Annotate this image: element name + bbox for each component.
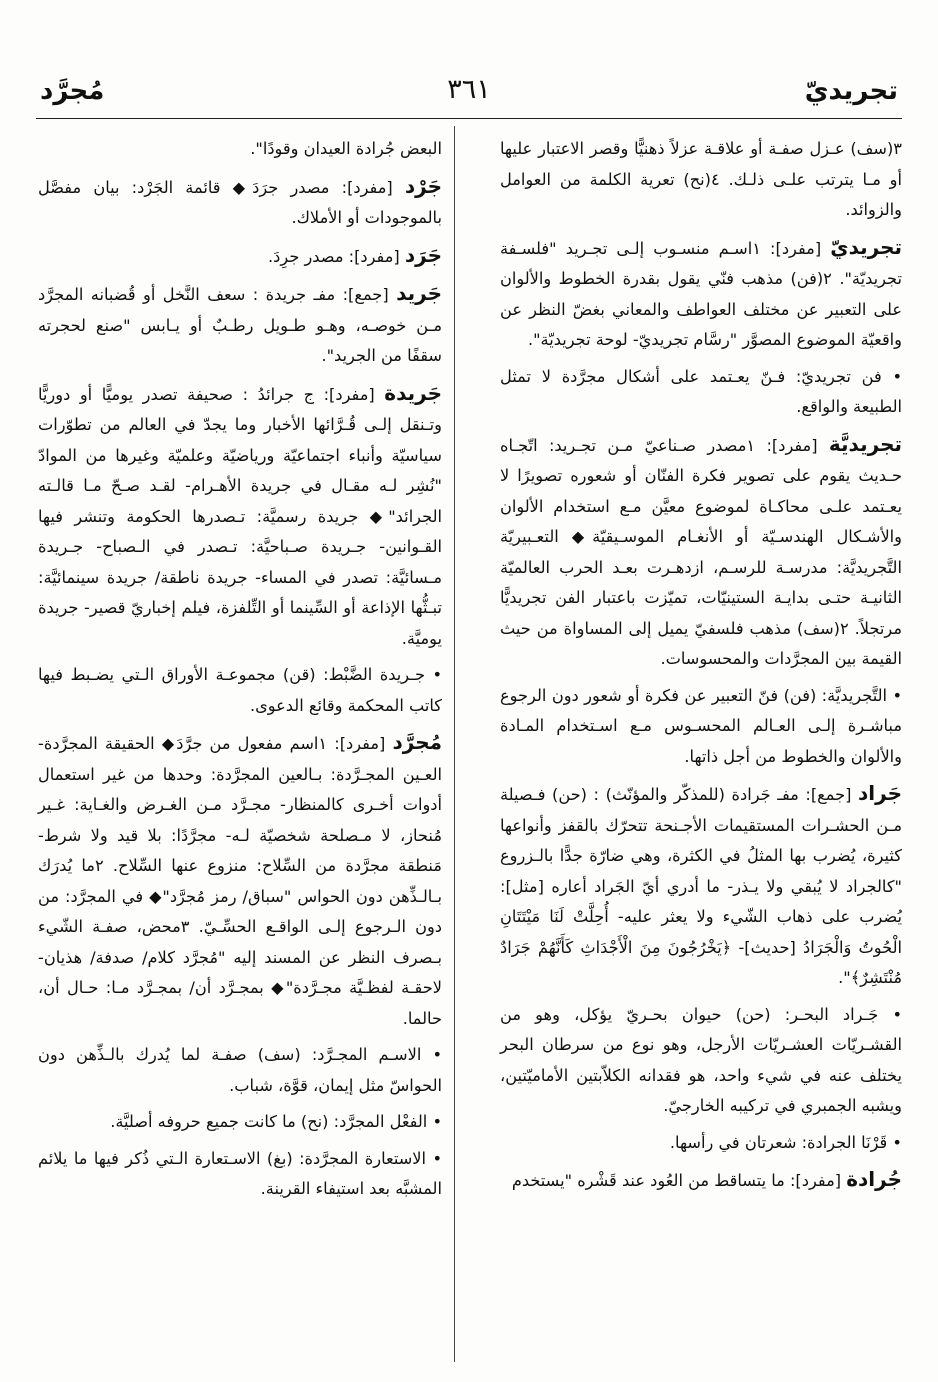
page-header (36, 72, 902, 119)
dictionary-entry (38, 171, 442, 234)
entry-paragraph (500, 681, 902, 773)
page-number: ٣٦١ (447, 74, 491, 105)
entry-headword: جَريد (396, 281, 442, 305)
entry-headword: تجريديّ (830, 234, 902, 259)
entry-text: ٣(سف) عـزل صفـة أو علاقـة عزلاً ذهنيًّا وقصر الاعتبار عليها أو مـا يترتب علـى ذلـك. ٤(نح) تعرية الكلمة من العوامل والزوائد. (500, 139, 902, 219)
entry-text: [مفرد]: ١اسم مفعول من جرَّدَ◆ الحقيقة المجرَّدة- العـين المجـرَّدة: بـالعين المجرَّدة: وحدها من غير استعمال أدوات أخـرى كالمنظار- مجـرَّد مـن الغـرض والغـاية: غـير مُنحاز، لا مـصلحة شخصيّة لـه- مجرَّدًا: بلا قيد ولا شرط- مَنطقة مجرَّدة من السِّلاح: منزوع عنها السِّلاح. ٢ما يُدرَك بـالـذِّهن دون الحواس "سباق/ رمز مُجرَّد"◆ في المجرَّد: من دون الـرجوع إلـى الواقـع الحسِّـيّ. ٣محض، صفـة الشّيء بـصرف النظر عن المسند إليه "مُجرَّد كلام/ صدفة/ هذيان- لاحقـة لفظـيَّة مجـرَّدة"◆ بمجـرَّد أن/ بمجـرَّد مـا: حـال أن، حالما. (38, 734, 442, 1028)
entry-text: • جَـراد البحـر: (حن) حيوان بحـريّ يؤكل، وهو من القشـريّات العشـريّات الأرجل، وهو نوع من سرطان البحر يختلف عنه في شيء واحد، هو فقدانه الكلاّبتين الأماميّتين، ويشبه الجمبري في تركيبه الخارجيّ. (500, 1004, 902, 1115)
entry-paragraph (38, 134, 442, 165)
entry-text: • قَرْنَا الجرادة: شعرتان في رأسها. (669, 1132, 902, 1152)
entry-text: [مفرد]: ما يتساقط من العُود عند قَشْره "يستخدم (511, 1171, 847, 1190)
entry-text: [مفرد]: ١اسـم منسـوب إلـى تجـريد "فلسـفة تجريديّة". ٢(فن) مذهب فنّي يقول بقدرة الخطوط والألوان على التعبير عن مختلف العواطف والمعاني بغضّ النظر عن واقعيّة الموضوع المصوَّر "رسَّام تجريديّ- لوحة تجريديّة". (500, 238, 902, 349)
entry-headword: جَريدة (384, 380, 442, 405)
entry-paragraph (38, 1040, 442, 1101)
entry-paragraph (500, 1000, 902, 1122)
entry-text: • الفعْل المجرَّد: (نح) ما كانت جميع حروفه أصليَّة. (110, 1112, 442, 1131)
entry-text: • التَّجريديَّة: (فن) فنّ التعبير عن فكرة أو شعور دون الرجوع مباشـرة إلـى العـالم المحسـوس مـع اسـتخدام المـادة والألوان والخطوط من أجل ذاتها. (500, 685, 902, 766)
entry-headword: جَرْد (404, 173, 442, 198)
entry-text: [مفرد]: ١مصدر صـناعيّ مـن تجـريد: اتّجـاه حـديث يقوم على تصوير فكرة الفنّان أو شعوره تصويرًا لا يعـتمد علـى محاكـاة لموضوع معيَّن مـع استخدام الألوان والأشـكال الهندسـيّة أو الأنغـام الموسـيقيّة◆ التعـبيريّة التَّجريديَّة: مدرسـة للرسـم، ازدهـرت بعـد الحرب العالميّة الثانيـة حتـى بدايـة الستينيّات، تميّزت باعتبار الفن تجريديًّا مرتجلاً. ٢(سف) مذهب فلسفيّ يميل إلى المساواة من حيث القيمة بين المجرَّدات والمحسوسات. (500, 435, 903, 668)
dictionary-entry (500, 429, 902, 675)
entry-text: • الاسـم المجـرَّد: (سف) صفـة لما يُدرك بالـذِّهن دون الحواسّ مثل إيمان، قوَّة، شباب. (38, 1045, 442, 1095)
entry-paragraph (38, 1144, 442, 1205)
dictionary-entry (500, 778, 902, 994)
dictionary-entry (38, 378, 442, 655)
entry-headword: مُجرَّد (392, 730, 442, 754)
entry-headword: جَرَد (404, 242, 442, 267)
entry-text: • فن تجريديّ: فـنّ يعـتمد على أشكال مجرَّدة لا تمثل الطبيعة والواقع. (500, 366, 902, 416)
entry-headword: جَراد (858, 781, 902, 805)
entry-paragraph (500, 1128, 902, 1159)
dictionary-entry (38, 278, 442, 372)
entry-paragraph (38, 660, 442, 721)
entry-text: [مفرد]: ج جرائدُ : صحيفة تصدر يوميًّا أو دوريًّا وتـنقل إلـى قُـرَّائها الأخبار وما يجدّ في العالم من تطوّرات سياسيّة وأنباء اجتماعيّة ورياضيّة وعلميّة وغيرها من الموادّ "نُشِر لـه مقـال في جريدة الأهـرام- لقـد صـحّ مـا قالـته الجرائد"◆ جريدة رسميَّة: تـصدرها الحكومة وتنشر فيها القـوانين- جـريدة صـباحيَّة: تـصدر في الـصباح- جـريدة مـسائيَّة: تصدر في المساء- جريدة ناطقة/ جريدة سينمائيَّة: تبـثُّها الإذاعة أو السِّينما أو التِّلفزة، فيلم إخباريّ قصير- جريدة يوميَّة. (38, 384, 442, 648)
entry-text: [جمع]: مفـ جريدة : سعف النَّخل أو قُضبانه المجرَّد مـن خوصـه، وهـو طـويل رطـبٌ أو يـابس "صنع لحجرته سقفًا من الجريد". (38, 285, 442, 365)
dictionary-entry (38, 240, 442, 273)
dictionary-entry (38, 727, 442, 1034)
header-right-word: تجريديّ (804, 76, 898, 106)
entry-text: [مفرد]: مصدر جرِدَ. (268, 246, 405, 266)
entry-paragraph (500, 134, 902, 226)
entry-text: • جـريدة الضَّبْط: (قن) مجموعـة الأوراق الـتي يضـبط فيها كاتب المحكمة وقائع الدعوى. (38, 665, 442, 715)
entry-text: البعض جُرادة العيدان وقودًا". (250, 139, 442, 158)
entry-headword: جُرادة (846, 1167, 902, 1191)
dictionary-entry (500, 1164, 902, 1197)
right-column (500, 134, 902, 1203)
entry-headword: تجريديَّة (828, 431, 902, 456)
entry-text: [جمع]: مفـ جَرادة (للمذكّر والمؤنّث) : (حن) فـصيلة مـن الحشـرات المستقيمات الأجـنحة تتحرّك بالقفز وأنواعها كثيرة، يُضرب بها المثلُ في الكثرة، وهي ضارّة جدًّا بالـزروع "كالجراد لا يُبقي ولا يـذر- ما أدري أيّ الجَراد أعاره [مثل]: يُضرب على ذهاب الشّيء ولا يعثر عليه- أُحِلَّتْ لَنَا مَيْتَتَانِ الْحُوتُ وَالْجَرَادُ [حديث]- ﴿يَخْرُجُونَ مِنَ الْأَجْدَاثِ كَأَنَّهُمْ جَرَادٌ مُنْتَشِرٌ﴾". (500, 785, 902, 987)
column-divider (454, 126, 455, 1362)
entry-text: • الاستعارة المجرَّدة: (بغ) الاسـتعارة الـتي ذُكر فيها ما يلائم المشبَّه بعد استيفاء القرينة. (38, 1148, 442, 1198)
left-column (38, 134, 442, 1211)
entry-paragraph (38, 1107, 442, 1138)
entry-text: [مفرد]: مصدر جرَدَ◆ قائمة الجَرْد: بيان مفصَّل بالموجودات أو الأملاك. (38, 177, 442, 227)
dictionary-entry (500, 232, 902, 356)
entry-paragraph (500, 362, 902, 423)
header-left-word: مُجرَّد (40, 76, 105, 106)
